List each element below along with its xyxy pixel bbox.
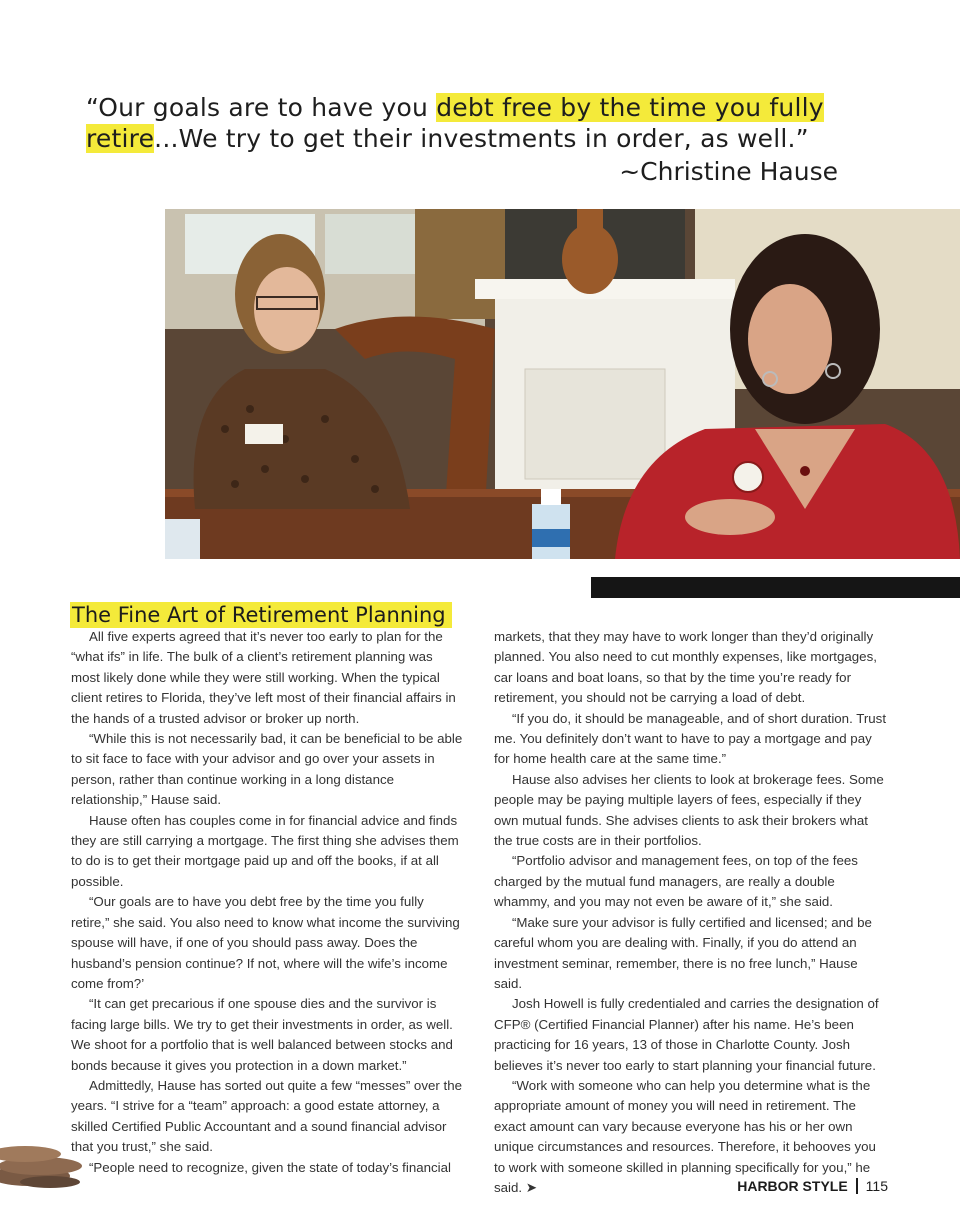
article-photo: [165, 209, 960, 559]
paragraph: “Make sure your advisor is fully certified and licensed; and be careful whom you are dealing with. Finally, if you do attend an investment seminar, remember, there is no free lunch,” Hause said.: [494, 914, 872, 991]
paragraph: “Work with someone who can help you determine what is the appropriate amount of money you will need in retirement. The exact amount can vary because everyone has his or her own unique circumstances and resources. Therefore, it behooves you to work with someone skilled in planning specifically for you,” he said. ➤: [494, 1077, 876, 1195]
pull-quote-text-2: ...We try to get their investments in order, as well.”: [154, 124, 809, 153]
paragraph: “Portfolio advisor and management fees, on top of the fees charged by the mutual fund managers, are really a double whammy, and you may not even be aware of it,” she said.: [494, 853, 858, 910]
photo-illustration: [165, 209, 960, 559]
paragraph: Hause also advises her clients to look at brokerage fees. Some people may be paying multiple layers of fees, especially if they own mutual funds. She advises clients to ask their brokers what the true costs are in their portfolios.: [494, 771, 884, 849]
section-title: The Fine Art of Retirement Planning: [70, 602, 452, 628]
paragraph: “If you do, it should be manageable, and of short duration. Trust me. You definitely don’t want to have to pay a mortgage and pay for home health care at the same time.”: [494, 710, 887, 767]
page-footer: [737, 1178, 888, 1194]
paragraph: Admittedly, Hause has sorted out quite a few “messes” over the years. “I strive for a “team” approach: a good estate attorney, a skilled Certified Public Accountant and a sound financial advisor that you trust,” she said.: [71, 1077, 462, 1155]
paragraph: “While this is not necessarily bad, it can be beneficial to be able to sit face to face with your advisor and go over your assets in person, rather than continue working in a long distance relationship,” Hause said.: [71, 731, 463, 808]
paragraph: markets, that they may have to work longer than they’d originally planned. You also need to cut monthly expenses, like mortgages, car loans and boat loans, so that by the time you’re ready for retirement, you should not be carrying a load of debt.: [494, 629, 877, 706]
paragraph: All five experts agreed that it’s never too early to plan for the “what ifs” in life. The bulk of a client’s retirement planning was most likely done while they were still working. When the typical client retires to Florida, they’ve left most of their financial affairs in the hands of a trusted advisor or broker up north.: [71, 629, 456, 726]
paragraph: “It can get precarious if one spouse dies and the survivor is facing large bills. We try to get their investments in order, as well. We shoot for a portfolio that is well balanced between stocks and bonds because it gives you protection in a down market.”: [71, 996, 453, 1073]
pull-quote: [86, 92, 846, 154]
pull-quote-text-1: “Our goals are to have you: [86, 93, 437, 122]
decorative-bar: [591, 577, 960, 598]
pull-quote-highlight-1: debt free by the time you fully: [436, 93, 824, 122]
publication-name: HARBOR STYLE: [737, 1178, 848, 1194]
pull-quote-highlight-2: retire: [86, 124, 155, 153]
article-column-left: [71, 627, 463, 1178]
paragraph: “People need to recognize, given the state of today’s financial: [89, 1159, 451, 1175]
page-number: 115: [865, 1178, 888, 1194]
article-column-right: [494, 627, 889, 1198]
paragraph: “Our goals are to have you debt free by the time you fully retire,” she said. You also need to know what income the surviving spouse will have, if one of you should pass away. Does the husband’s pension continue? If not, where will the wife’s income come from?’: [71, 894, 460, 991]
footer-divider: [856, 1178, 858, 1194]
pull-quote-attribution: ~Christine Hause: [619, 157, 838, 186]
coins-image: [0, 1136, 90, 1192]
paragraph: Hause often has couples come in for financial advice and finds they are still carrying a mortgage. The first thing she advises them to do is to get their mortgage paid up and off the books, if at all possible.: [71, 812, 459, 889]
paragraph: Josh Howell is fully credentialed and carries the designation of CFP® (Certified Financial Planner) after his name. He’s been practicing for 16 years, 13 of those in Charlotte County. Josh believes it’s never too early to start planning your financial future.: [494, 996, 879, 1073]
